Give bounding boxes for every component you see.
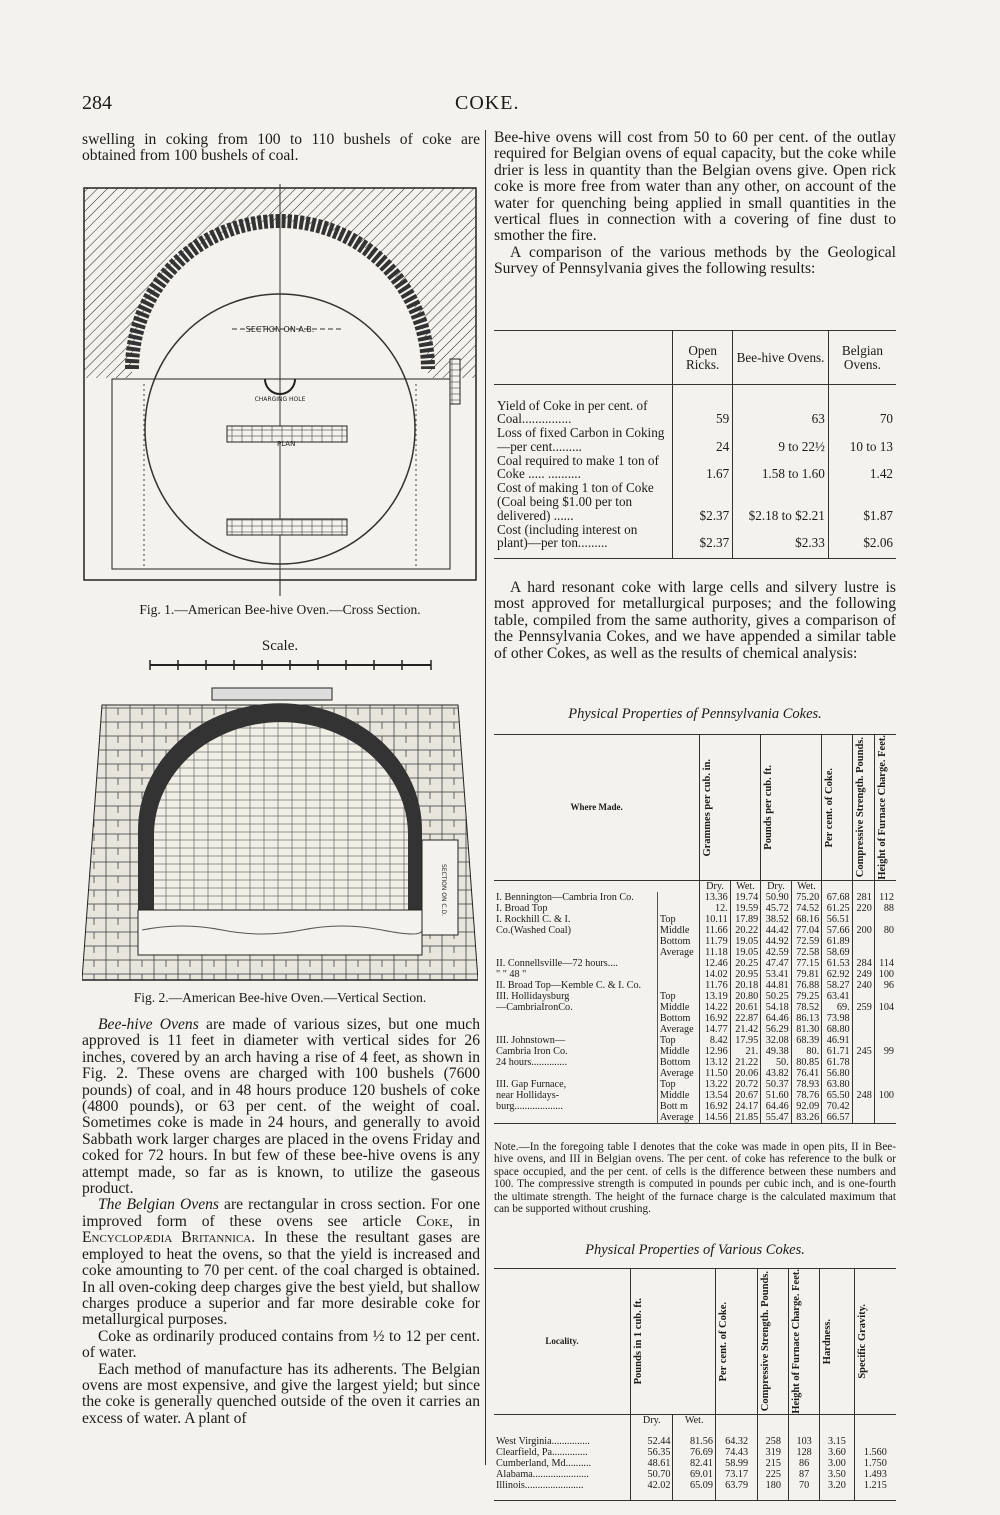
figure-2-caption: Fig. 2.—American Bee-hive Oven.—Vertical Section. [133, 990, 427, 1005]
various-cokes-row: West Virginia............... 52.44 81.56 64.32 258 103 3.15 [494, 1436, 896, 1447]
col-compressive: Compressive Strength. Pounds. [760, 1271, 772, 1412]
col-height: Height of Furnace Charge. Feet. [876, 735, 888, 880]
beehive-paragraph: Bee-hive Ovens are made of various sizes, but one much approved is 11 feet in diameter with vertical sides for 26 inches, covered by an arch having a rise of 4 feet, as shown in Fig. 2. These ovens are charged with 100 bushels (7600 pounds) of coal, and in 48 hours produce 120 bushels of coke (4800 pounds), or 63 per cent. of the weight of coal. Sometimes coke is made in 24 hours, and generally to avoid Sabbath work larger charges are placed in the ovens Friday and coked for 72 hours. In but few of these bee-hive ovens is any attempt made, so far as is known, to utilize the gaseous product. [82, 1016, 480, 1198]
left-body [82, 1017, 480, 1427]
pennsylvania-row: II. Broad Top—Kemble C. & I. Co. 11.76 20.18 44.81 76.88 58.27 240 96 [496, 979, 894, 991]
right-top-text [494, 130, 896, 278]
col-pounds: Pounds per cub. ft. [763, 764, 775, 850]
pennsylvania-row: Average 11.50 20.06 43.82 76.41 56.80 [494, 1068, 896, 1079]
comparison-row: Cost (including interest on plant)—per ton......... $2.37 $2.33 $2.06 [494, 523, 896, 551]
pennsylvania-row: Average 14.77 21.42 56.29 81.30 68.80 [494, 1024, 896, 1035]
col-hardness: Hardness. [822, 1318, 834, 1364]
various-cokes-row: Cumberland, Md.......... 48.61 82.41 58.99 215 86 3.00 1.750 [494, 1458, 896, 1469]
intro-paragraph: swelling in coking from 100 to 110 bushels of coke are obtained from 100 bushels of coal. [82, 131, 480, 165]
figure-1-caption: Fig. 1.—American Bee-hive Oven.—Cross Section. [139, 602, 421, 617]
right-mid-text [494, 580, 896, 662]
col-locality: Locality. [545, 1335, 579, 1346]
col-furnace-height: Height of Furnace Charge. Feet. [791, 1269, 803, 1414]
scale-bar [148, 658, 433, 672]
pennsylvania-cokes-table: Where Made. Grammes per cub. in. Pounds per cub. ft. Per cent. of Coke. Compressive Strength. Pounds. Height of Furnace Charge. Feet. Dry. Wet. Dry. Wet. I. Bennington—Cambria Iron Co. 13.36 19.74 50.90 75.20 67.68 281 112 I. Broad Top 12. 19.59 45.72 74.52 61.25 220 88 I. Rockhill C. & I. Top 10.11 17.89 38.52 68.16 56.51 Co.(Washed Coal) Middle 11.66 20.22 44.42 77.04 57.66 200 80 Bottom 11.79 19.05 44.92 72.59 61.89 Average 11.18 19.05 42.59 72.58 58.69 II. Connellsville—72 hours.... 12.46 20.25 47.47 77.15 61.53 284 114 " " 48 " 14.02 20.95 53.41 79.81 62.92 249 100 II. Broad Top—Kemble C. & I. Co. 11.76 20.18 44.81 76.88 58.27 240 96 III. Hollidaysburg Top 13.19 20.80 50.25 79.25 63.41 —CambriaIronCo. Middle 14.22 20.61 54.18 78.52 69. 259 104 Bottom 16.92 22.87 64.46 86.13 73.98 Average 14.77 21.42 56.29 81.30 68.80 III. Johnstown— Top 8.42 17.95 32.08 68.39 46.91 Cambria Iron Co. Middle 12.96 21. 49.38 80. 61.71 245 99 24 hours.............. Bottom 13.12 21.22 50. 80.85 61.78 Average 11.50 20.06 43.82 76.41 56.80 III. Gap Furnace, Top 13.22 20.72 50.37 78.93 63.80 near Hollidays- Middle 13.54 20.67 51.60 78.76 65.50 248 100 burg................... Bott m 16.92 24.17 64.46 92.09 70.42 Average 14.56 21.85 55.47 83.26 66.57 [496, 735, 894, 1123]
col-strength: Compressive Strength. Pounds. [854, 737, 866, 878]
col-beehive: Bee-hive Ovens. [733, 331, 829, 385]
running-title: COKE. [455, 92, 520, 114]
various-cokes-table: Locality. Pounds in 1 cub. ft. Per cent. of Coke. Compressive Strength. Pounds. Height of Furnace Charge. Feet. Hardness. Specific Gravity. Dry. Wet. West Virginia............... 52.44 81.56 64.32 258 103 3.15 Clearfield, Pa.............. 56.35 76.69 74.43 319 128 3.60 1.560 Cumberland, Md.......... 48.61 82.41 58.99 215 86 3.00 1.750 Alabama...................... 50.70 69.01 73.17 225 87 3.50 1.493 Illinois....................... 42.02 65.09 63.79 180 70 3.20 1.215 [494, 1268, 896, 1501]
table2-title: Physical Properties of Various Cokes. [585, 1242, 805, 1258]
pennsylvania-row: I. Broad Top 12. 19.59 45.72 74.52 61.25 220 88 [496, 902, 894, 914]
col-specific-gravity: Specific Gravity. [856, 1303, 868, 1379]
pennsylvania-row: 24 hours.............. Bottom 13.12 21.22 50. 80.85 61.78 [494, 1057, 896, 1068]
comparison-intro: A comparison of the various methods by the Geological Survey of Pennsylvania gives the following results: [494, 243, 896, 278]
method-paragraph: Each method of manufacture has its adherents. The Belgian ovens are most expensive, and give the largest yield; but since the coke is generally quenched outside of the oven it carries an excess of water. A plant of [82, 1360, 480, 1427]
various-cokes-row: Illinois....................... 42.02 65.09 63.79 180 70 3.20 1.215 [494, 1480, 896, 1491]
left-intro [82, 132, 480, 165]
various-cokes-row: Alabama...................... 50.70 69.01 73.17 225 87 3.50 1.493 [494, 1469, 896, 1480]
pennsylvania-row: I. Rockhill C. & I. Top 10.11 17.89 38.52 68.16 56.51 [494, 914, 896, 925]
col-open-ricks: Open Ricks. [673, 331, 733, 385]
col-percent: Per cent. of Coke. [824, 767, 836, 848]
comparison-row: Cost of making 1 ton of Coke (Coal being $1.00 per ton delivered) ...... $2.37 $2.18 to $2.21 $1.87 [494, 481, 896, 522]
scale-label: Scale. [261, 638, 299, 654]
pennsylvania-row: Average 14.56 21.85 55.47 83.26 66.57 [494, 1112, 896, 1124]
charging-hole-label: CHARGING HOLE [254, 396, 306, 403]
side-section-label: SECTION ON C.D. [440, 863, 447, 917]
pennsylvania-row: III. Hollidaysburg Top 13.19 20.80 50.25 79.25 63.41 [494, 991, 896, 1002]
col-belgian: Belgian Ovens. [828, 331, 896, 385]
pennsylvania-row: Average 11.18 19.05 42.59 72.58 58.69 [494, 947, 896, 958]
comparison-table [494, 330, 896, 559]
cost-paragraph: Bee-hive ovens will cost from 50 to 60 per cent. of the outlay required for Belgian ovens of equal capacity, but the coke while drier is less in quantity than the Belgian ovens give. Open rick coke is more free from water than any other, on account of the water for quenching being applied in small quantities in the vertical flues in connection with a covering of fine dust to smother the fire. [494, 129, 896, 245]
pennsylvania-row: —CambriaIronCo. Middle 14.22 20.61 54.18 78.52 69. 259 104 [496, 1001, 894, 1013]
pennsylvania-row: Cambria Iron Co. Middle 12.96 21. 49.38 80. 61.71 245 99 [496, 1045, 894, 1057]
section-label: SECTION ON A.B. [245, 325, 315, 334]
col-percent-coke: Per cent. of Coke. [717, 1301, 729, 1382]
pennsylvania-row: III. Johnstown— Top 8.42 17.95 32.08 68.39 46.91 [494, 1035, 896, 1046]
pennsylvania-row: Bottom 16.92 22.87 64.46 86.13 73.98 [494, 1013, 896, 1024]
pennsylvania-row: " " 48 " 14.02 20.95 53.41 79.81 62.92 249 100 [496, 968, 894, 980]
table1-title: Physical Properties of Pennsylvania Cokes. [568, 706, 822, 722]
various-cokes-row: Clearfield, Pa.............. 56.35 76.69 74.43 319 128 3.60 1.560 [494, 1447, 896, 1458]
pennsylvania-row: III. Gap Furnace, Top 13.22 20.72 50.37 78.93 63.80 [494, 1079, 896, 1090]
figure-2-vertical-section [82, 680, 478, 985]
pennsylvania-row: I. Bennington—Cambria Iron Co. 13.36 19.74 50.90 75.20 67.68 281 112 [496, 891, 894, 903]
pennsylvania-row: near Hollidays- Middle 13.54 20.67 51.60 78.76 65.50 248 100 [496, 1089, 894, 1101]
table-note: Note.—In the foregoing table I denotes that the coke was made in open pits, II in Bee-hive ovens, and III in Belgian ovens. The per cent. of coke has reference to the bulk or space occupied, and the per cent. of cells is the difference between these numbers and 100. The compressive strength is computed in pounds per cubic inch, and is one-fourth the ultimate strength. The height of the furnace charge is the calculated maximum that can be supported without crushing. [494, 1141, 896, 1216]
plan-label: PLAN [277, 440, 296, 448]
hard-coke-paragraph: A hard resonant coke with large cells and silvery lustre is most approved for metallurgical purposes; and the following table, compiled from the same authority, gives a comparison of the Pennsylvania Cokes, and we have appended a similar table of other Cokes, as well as the results of chemical analysis: [494, 579, 896, 662]
water-paragraph: Coke as ordinarily produced contains from ½ to 12 per cent. of water. [82, 1327, 480, 1362]
col-pounds-cubft: Pounds in 1 cub. ft. [633, 1298, 644, 1385]
page-number: 284 [82, 92, 112, 114]
column-divider [485, 130, 486, 1465]
figure-1-cross-section [82, 184, 478, 596]
pennsylvania-row: burg................... Bott m 16.92 24.17 64.46 92.09 70.42 [494, 1101, 896, 1112]
pennsylvania-row: Co.(Washed Coal) Middle 11.66 20.22 44.42 77.04 57.66 200 80 [496, 924, 894, 936]
pennsylvania-row: Bottom 11.79 19.05 44.92 72.59 61.89 [494, 936, 896, 947]
col-grammes: Grammes per cub. in. [702, 758, 714, 857]
belgian-paragraph: The Belgian Ovens are rectangular in cross section. For one improved form of these ovens see article Coke, in Encyclopædia Britannica. In these the resultant gases are employed to heat the ovens, so that the yield is increased and coke amounting to 70 per cent. of the coal charged is obtained. In all oven-coking deep charges give the best yield, but shallow charges produce a superior and far more desirable coke for metallurgical purposes. [82, 1196, 480, 1329]
col-where-made: Where Made. [570, 801, 623, 812]
pennsylvania-row: II. Connellsville—72 hours.... 12.46 20.25 47.47 77.15 61.53 284 114 [496, 957, 894, 969]
comparison-row: Yield of Coke in per cent. of Coal............... 59 63 70 [494, 399, 896, 427]
comparison-row: Loss of fixed Carbon in Coking—per cent......... 24 9 to 22½ 10 to 13 [494, 426, 896, 454]
comparison-row: Coal required to make 1 ton of Coke ..... .......... 1.67 1.58 to 1.60 1.42 [494, 454, 896, 482]
